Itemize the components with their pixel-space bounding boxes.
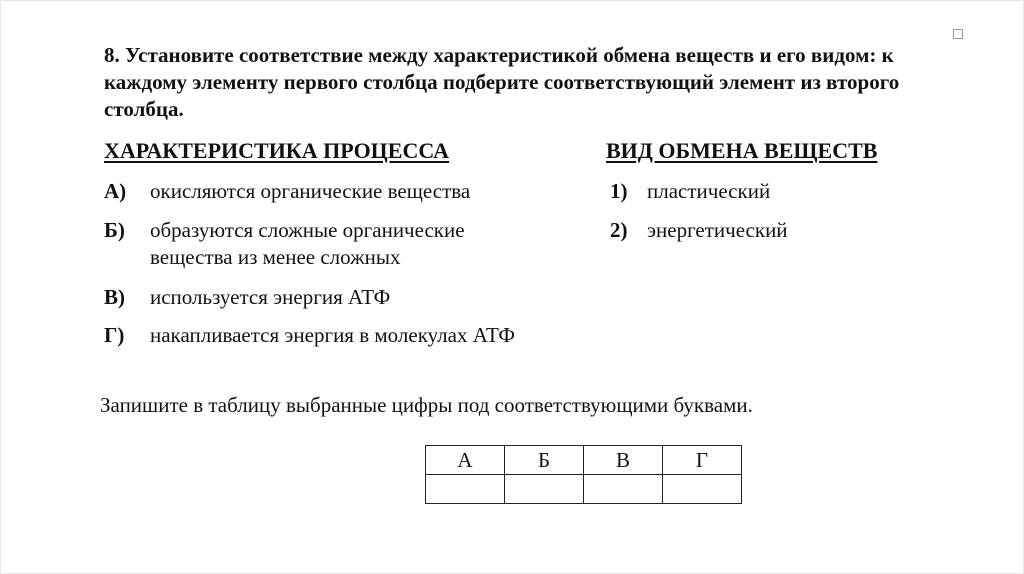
answer-header-cell: Б bbox=[505, 446, 584, 475]
left-item-label: Г) bbox=[104, 323, 125, 347]
right-item-text: пластический bbox=[647, 179, 771, 203]
answer-cell-a[interactable] bbox=[426, 475, 505, 504]
answer-table-header-row bbox=[426, 446, 742, 475]
answer-header-cell: А bbox=[426, 446, 505, 475]
answer-cell-b[interactable] bbox=[505, 475, 584, 504]
left-item-label: Б) bbox=[104, 218, 125, 242]
answer-cell-g[interactable] bbox=[663, 475, 742, 504]
left-item-label: В) bbox=[104, 285, 125, 309]
right-item-label: 1) bbox=[610, 179, 628, 203]
answer-table-input-row bbox=[426, 475, 742, 504]
right-item-text: энергетический bbox=[647, 218, 788, 242]
left-item-text: образуются сложные органические вещества из менее сложных bbox=[150, 218, 465, 269]
placeholder-box-icon bbox=[953, 29, 963, 39]
question-text: 8. Установите соответствие между характеристикой обмена веществ и его видом: к каждому элементу первого столбца подберите соответствующий элемент из второго столбца. bbox=[104, 43, 900, 121]
answer-cell-v[interactable] bbox=[584, 475, 663, 504]
answer-table bbox=[425, 445, 742, 504]
answer-header-cell: Г bbox=[663, 446, 742, 475]
left-item-text: накапливается энергия в молекулах АТФ bbox=[150, 323, 516, 347]
instruction-text: Запишите в таблицу выбранные цифры под соответствующими буквами. bbox=[100, 393, 753, 417]
left-item-label: А) bbox=[104, 179, 127, 203]
left-item-text: окисляются органические вещества bbox=[150, 179, 471, 203]
left-column-header: ХАРАКТЕРИСТИКА ПРОЦЕССА bbox=[104, 138, 450, 163]
answer-header-cell: В bbox=[584, 446, 663, 475]
left-item-text: используется энергия АТФ bbox=[150, 285, 391, 309]
right-item-label: 2) bbox=[610, 218, 628, 242]
right-column-header: ВИД ОБМЕНА ВЕЩЕСТВ bbox=[606, 138, 878, 163]
